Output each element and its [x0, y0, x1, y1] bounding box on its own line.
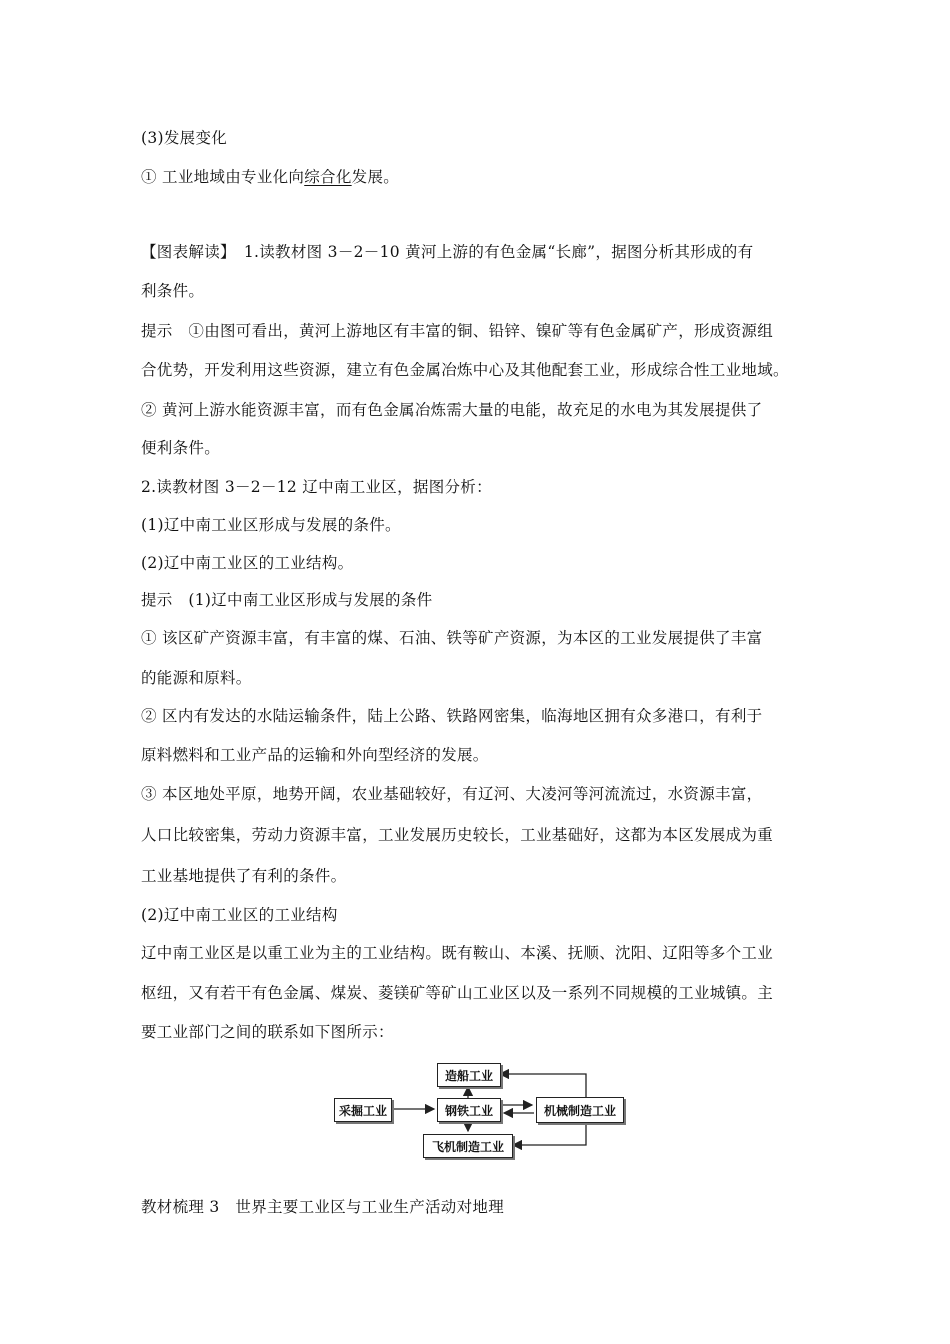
box-shipbuilding-industry: 造船工业	[437, 1063, 501, 1087]
arrow-machinery-to-aircraft	[513, 1121, 586, 1145]
underlined-answer: 综合化	[304, 168, 352, 186]
text-line: ③ 本区地处平原，地势开阔，农业基础较好，有辽河、大凌河等河流流过，水资源丰富，	[141, 785, 763, 803]
text-line: ② 区内有发达的水陆运输条件，陆上公路、铁路网密集，临海地区拥有众多港口，有利于	[141, 707, 763, 725]
box-machinery-industry: 机械制造工业	[536, 1097, 624, 1123]
text-line: 提示 (1)辽中南工业区形成与发展的条件	[141, 591, 433, 609]
text-line: 2.读教材图 3－2－12 辽中南工业区，据图分析：	[141, 478, 492, 496]
text-line: ① 该区矿产资源丰富，有丰富的煤、石油、铁等矿产资源，为本区的工业发展提供了丰富	[141, 629, 763, 647]
text-line: (1)辽中南工业区形成与发展的条件。	[141, 516, 401, 534]
text-line: 枢纽，又有若干有色金属、煤炭、菱镁矿等矿山工业区以及一系列不同规模的工业城镇。主	[141, 984, 774, 1002]
text-line: (2)辽中南工业区的工业结构	[141, 906, 338, 924]
text-line: 合优势，开发利用这些资源，建立有色金属冶炼中心及其他配套工业，形成综合性工业地域。	[141, 361, 789, 379]
text-line: (2)辽中南工业区的工业结构。	[141, 554, 354, 572]
text-line: 利条件。	[141, 282, 205, 300]
text-line: ② 黄河上游水能资源丰富，而有色金属冶炼需大量的电能，故充足的水电为其发展提供了	[141, 401, 763, 419]
section-item-1	[141, 167, 399, 187]
item-1-prefix: ① 工业地域由专业化向	[141, 168, 305, 186]
text-line: 的能源和原料。	[141, 669, 252, 687]
text-line: 便利条件。	[141, 439, 221, 457]
text-line: 原料燃料和工业产品的运输和外向型经济的发展。	[141, 746, 489, 764]
text-line: 人口比较密集，劳动力资源丰富，工业发展历史较长，工业基础好，这都为本区发展成为重	[141, 826, 774, 844]
text-line: 【图表解读】 1.读教材图 3－2－10 黄河上游的有色金属“长廊”，据图分析其形成的有	[141, 243, 754, 261]
text-line: 工业基地提供了有利的条件。	[141, 867, 347, 885]
box-aircraft-industry: 飞机制造工业	[423, 1134, 513, 1158]
section-footer-heading: 教材梳理 3 世界主要工业区与工业生产活动对地理	[141, 1198, 504, 1216]
text-line: 辽中南工业区是以重工业为主的工业结构。既有鞍山、本溪、抚顺、沈阳、辽阳等多个工业	[141, 944, 774, 962]
industry-linkage-diagram	[320, 1050, 650, 1170]
item-1-suffix: 发展。	[351, 168, 400, 186]
section-heading: (3)发展变化	[141, 129, 228, 147]
arrow-machinery-to-shipbuilding	[500, 1074, 586, 1098]
box-steel-industry: 钢铁工业	[437, 1098, 501, 1122]
box-mining-industry: 采掘工业	[334, 1098, 392, 1122]
text-line: 要工业部门之间的联系如下图所示：	[141, 1023, 394, 1041]
text-line: 提示 ①由图可看出，黄河上游地区有丰富的铜、铅锌、镍矿等有色金属矿产，形成资源组	[141, 322, 774, 340]
